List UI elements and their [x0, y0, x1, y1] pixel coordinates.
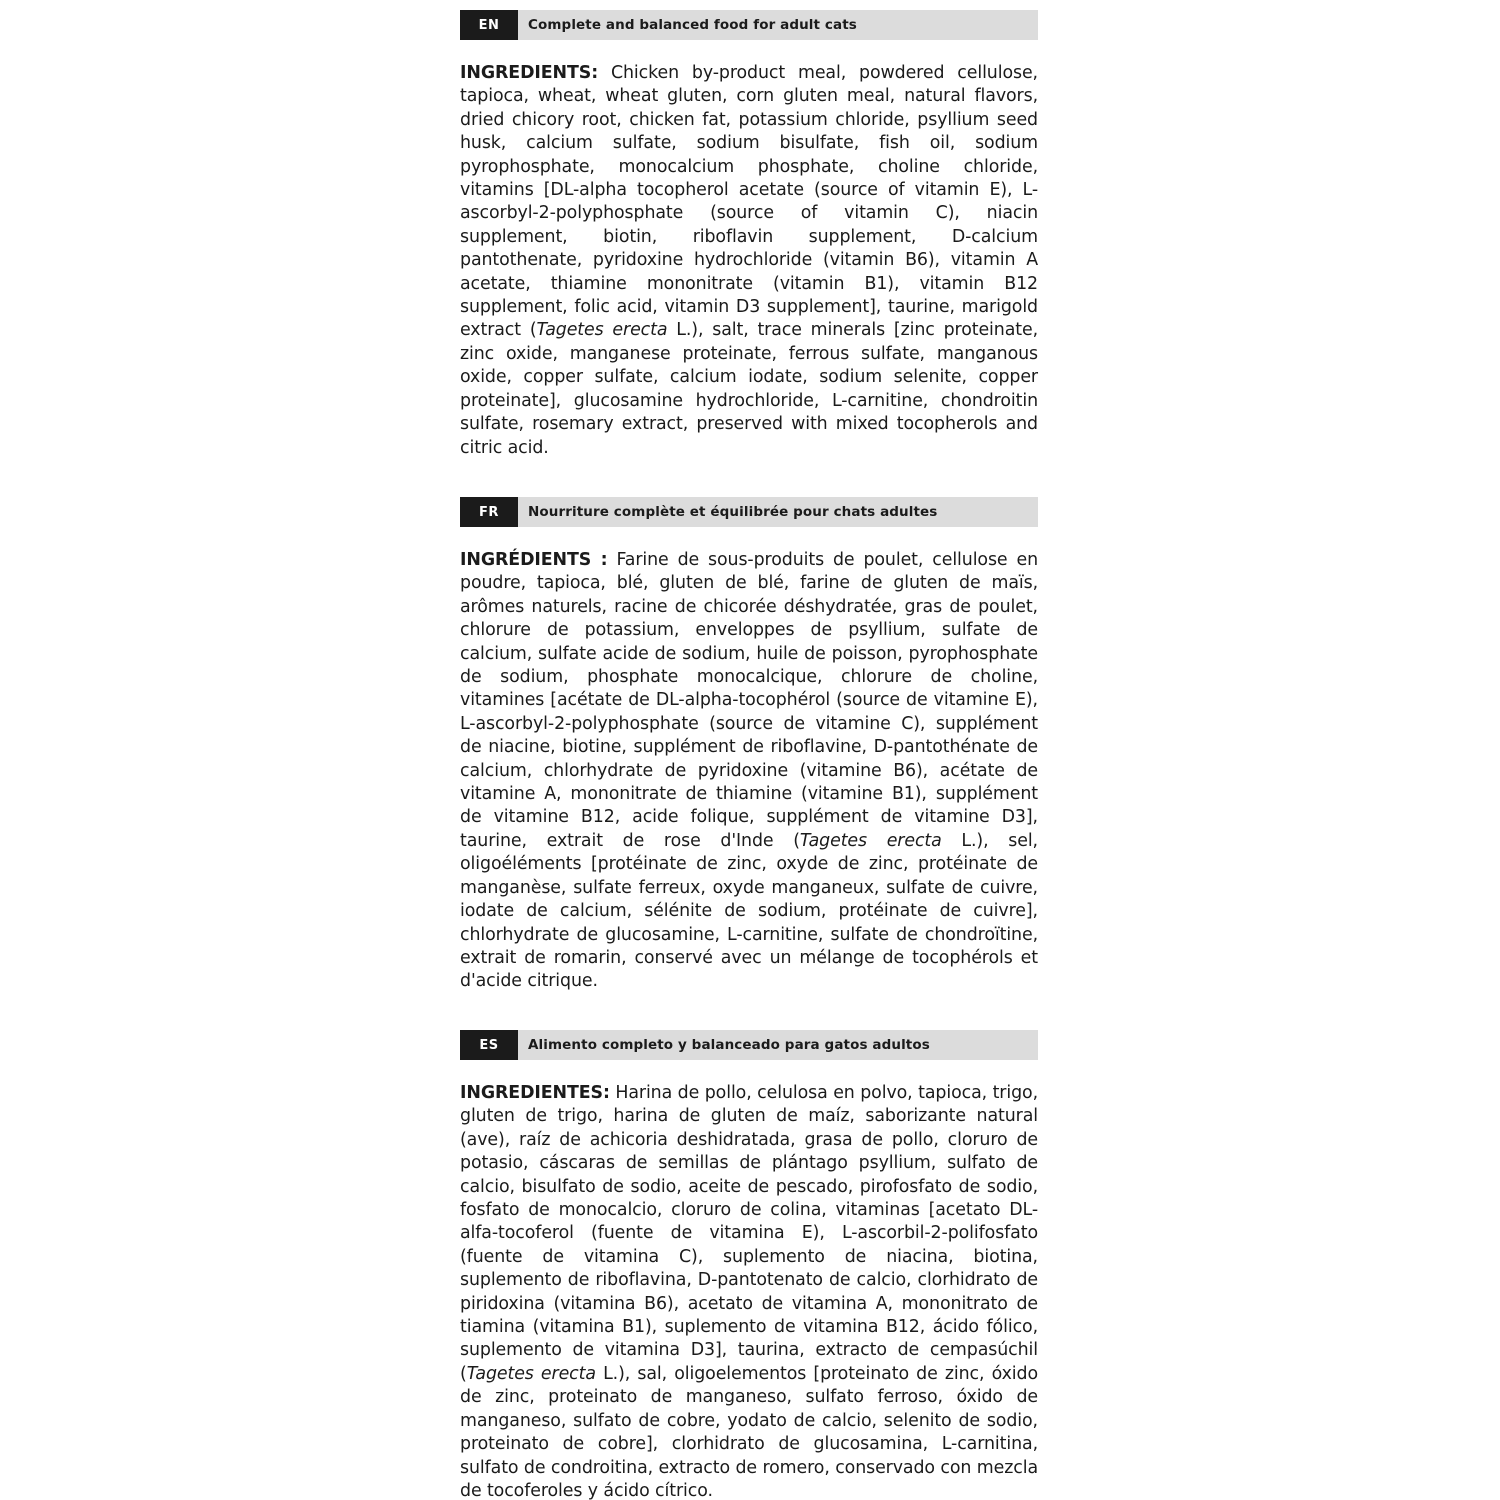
- language-panel-es: [460, 1030, 1038, 1500]
- ingredients-label-fr: INGRÉDIENTS :: [460, 550, 608, 570]
- ingredients-paragraph-en: [460, 62, 1038, 460]
- language-heading-es: Alimento completo y balanceado para gatos adultos: [528, 1037, 930, 1053]
- ingredients-text-before-es: Harina de pollo, celulosa en polvo, tapioca, trigo, gluten de trigo, harina de gluten de maíz, saborizante natural (ave), raíz de achicoria deshidratada, grasa de pollo, cloruro de potasio, cáscaras de semillas de plántago psyllium, sulfato de calcio, bisulfato de sodio, aceite de pescado, pirofosfato de sodio, fosfato de monocalcio, cloruro de colina, vitaminas [acetato DL-alfa-tocoferol (fuente de vitamina E), L-ascorbil-2-polifosfato (fuente de vitamina C), suplemento de niacina, biotina, suplemento de riboflavina, D-pantotenato de calcio, clorhidrato de piridoxina (vitamina B6), acetato de vitamina A, mononitrato de tiamina (vitamina B1), suplemento de vitamina B12, ácido fólico, suplemento de vitamina D3], taurina, extracto de cempasúchil (: [460, 1083, 1038, 1384]
- language-heading-en: Complete and balanced food for adult cats: [528, 17, 857, 33]
- language-heading-fr: Nourriture complète et équilibrée pour chats adultes: [528, 504, 938, 520]
- scientific-name-en: Tagetes erecta: [536, 320, 668, 341]
- language-panel-fr: [460, 497, 1038, 1011]
- ingredients-label-es: INGREDIENTES:: [460, 1083, 610, 1103]
- ingredients-text-after-es: L.), sal, oligoelementos [proteinato de zinc, óxido de zinc, proteinato de manganeso, sulfato ferroso, óxido de manganeso, sulfato de cobre, yodato de calcio, selenito de sodio, proteinato de cobre], clorhidrato de glucosamina, L-carnitina, sulfato de condroitina, extracto de romero, conservado con mezcla de tocoferoles y ácido cítrico.: [460, 1363, 1039, 1500]
- ingredients-text-after-fr: L.), sel, oligoéléments [protéinate de zinc, oxyde de zinc, protéinate de manganèse, sulfate ferreux, oxyde manganeux, sulfate de cuivre, iodate de calcium, sélénite de sodium, protéinate de cuivre], chlorhydrate de glucosamine, L-carnitine, sulfate de chondroïtine, extrait de romarin, conservé avec un mélange de tocophérols et d'acide citrique.: [460, 830, 1038, 992]
- scientific-name-es: Tagetes erecta: [466, 1363, 596, 1384]
- ingredients-label-en: INGREDIENTS:: [460, 63, 599, 83]
- language-tag-fr: FR: [460, 497, 518, 527]
- scientific-name-fr: Tagetes erecta: [799, 830, 942, 851]
- ingredients-paragraph-es: [460, 1082, 1038, 1500]
- language-header-en: [460, 10, 1038, 40]
- ingredients-text-after-en: L.), salt, trace minerals [zinc proteinate, zinc oxide, manganese proteinate, ferrous sulfate, manganous oxide, copper sulfate, calcium iodate, sodium selenite, copper proteinate], glucosamine hydrochloride, L-carnitine, chondroitin sulfate, rosemary extract, preserved with mixed tocopherols and citric acid.: [460, 320, 1039, 458]
- ingredients-paragraph-fr: [460, 549, 1038, 994]
- ingredients-text-before-en: Chicken by-product meal, powdered cellulose, tapioca, wheat, wheat gluten, corn gluten meal, natural flavors, dried chicory root, chicken fat, potassium chloride, psyllium seed husk, calcium sulfate, sodium bisulfate, fish oil, sodium pyrophosphate, monocalcium phosphate, choline chloride, vitamins [DL-alpha tocopherol acetate (source of vitamin E), L-ascorbyl-2-polyphosphate (source of vitamin C), niacin supplement, biotin, riboflavin supplement, D-calcium pantothenate, pyridoxine hydrochloride (vitamin B6), vitamin A acetate, thiamine mononitrate (vitamin B1), vitamin B12 supplement, folic acid, vitamin D3 supplement], taurine, marigold extract (: [460, 63, 1038, 341]
- language-header-fr: [460, 497, 1038, 527]
- language-panel-en: [460, 10, 1038, 477]
- language-tag-es: ES: [460, 1030, 518, 1060]
- language-header-es: [460, 1030, 1038, 1060]
- ingredients-text-before-fr: Farine de sous-produits de poulet, cellulose en poudre, tapioca, blé, gluten de blé, farine de gluten de maïs, arômes naturels, racine de chicorée déshydratée, gras de poulet, chlorure de potassium, enveloppes de psyllium, sulfate de calcium, sulfate acide de sodium, huile de poisson, pyrophosphate de sodium, phosphate monocalcique, chlorure de choline, vitamines [acétate de DL-alpha-tocophérol (source de vitamine E), L-ascorbyl-2-polyphosphate (source de vitamine C), supplément de niacine, biotine, supplément de riboflavine, D-pantothénate de calcium, chlorhydrate de pyridoxine (vitamine B6), acétate de vitamine A, mononitrate de thiamine (vitamine B1), supplément de vitamine B12, acide folique, supplément de vitamine D3], taurine, extrait de rose d'Inde (: [460, 550, 1038, 851]
- language-tag-en: EN: [460, 10, 518, 40]
